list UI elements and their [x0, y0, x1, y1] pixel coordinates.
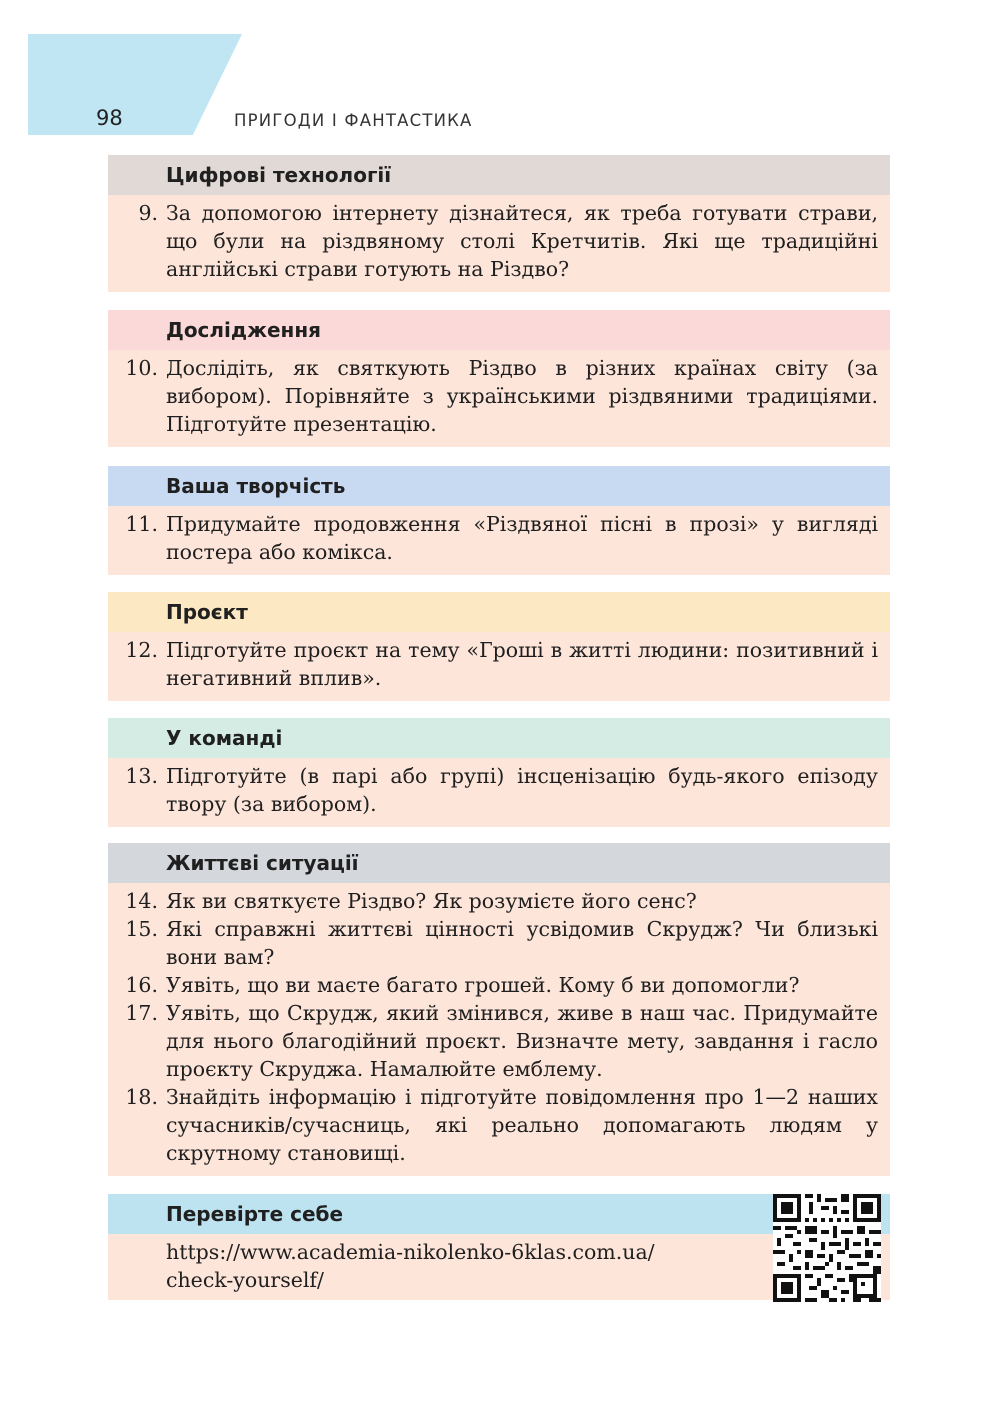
section-title: Проєкт — [108, 592, 890, 632]
task-item — [108, 199, 878, 283]
section-body — [108, 758, 890, 827]
header-band — [28, 34, 242, 135]
task-item — [108, 636, 878, 692]
task-number: 9. — [138, 201, 158, 225]
task-text: Які справжні життєві цінності усвідомив Скрудж? Чи близькі вони вам? — [166, 917, 878, 969]
section-title: Ваша творчість — [108, 466, 890, 506]
task-item — [108, 510, 878, 566]
task-number: 11. — [125, 512, 158, 536]
task-item — [108, 999, 878, 1083]
task-number: 16. — [125, 973, 158, 997]
section-title: Цифрові технології — [108, 155, 890, 195]
task-number: 10. — [125, 356, 158, 380]
section-digital — [108, 155, 890, 292]
section-project — [108, 592, 890, 701]
check-url-line2[interactable]: check-yourself/ — [166, 1268, 324, 1292]
task-text: Уявіть, що Скрудж, який змінився, живе в наш час. Придумайте для нього благодійний проєкт. Визначте мету, завдання і гасло проєкту Скруджа. Намалюйте емблему. — [166, 1001, 878, 1081]
task-text: Знайдіть інформацію і підготуйте повідомлення про 1—2 наших сучасників/сучасниць, які реально допомагають людям у скрутному становищі. — [166, 1085, 878, 1165]
section-body — [108, 506, 890, 575]
section-life-situations — [108, 843, 890, 1176]
task-text: Придумайте продовження «Різдвяної пісні в прозі» у вигляді постера або комікса. — [166, 512, 878, 564]
task-text: Уявіть, що ви маєте багато грошей. Кому б ви допомогли? — [166, 973, 800, 997]
task-text: Дослідіть, як святкують Різдво в різних країнах світу (за вибором). Порівняйте з українськими різдвяними традиціями. Підготуйте презентацію. — [166, 356, 878, 436]
task-number: 17. — [125, 1001, 158, 1025]
running-title: ПРИГОДИ І ФАНТАСТИКА — [234, 111, 473, 130]
qr-code-icon[interactable] — [773, 1194, 881, 1302]
task-number: 18. — [125, 1085, 158, 1109]
section-body — [108, 195, 890, 292]
task-text: Підготуйте (в парі або групі) інсценізацію будь-якого епізоду твору (за вибором). — [166, 764, 878, 816]
task-number: 14. — [125, 889, 158, 913]
task-item — [108, 1083, 878, 1167]
task-text: Як ви святкуєте Різдво? Як розумієте його сенс? — [166, 889, 697, 913]
task-item — [108, 971, 878, 999]
task-number: 12. — [125, 638, 158, 662]
task-item — [108, 915, 878, 971]
section-title: У команді — [108, 718, 890, 758]
task-item — [108, 762, 878, 818]
section-body — [108, 350, 890, 447]
section-body — [108, 883, 890, 1176]
task-number: 13. — [125, 764, 158, 788]
section-title: Дослідження — [108, 310, 890, 350]
task-number: 15. — [125, 917, 158, 941]
section-title: Життєві ситуації — [108, 843, 890, 883]
task-text: За допомогою інтернету дізнайтеся, як треба готувати страви, що були на різдвяному столі Кретчитів. Які ще традиційні англійські страви готують на Різдво? — [166, 201, 878, 281]
task-item — [108, 887, 878, 915]
section-title: Перевірте себе — [108, 1194, 890, 1234]
task-text: Підготуйте проєкт на тему «Гроші в житті людини: позитивний і негативний вплив». — [166, 638, 878, 690]
check-url-line1[interactable]: https://www.academia-nikolenko-6klas.com.ua/ — [166, 1240, 655, 1264]
section-research — [108, 310, 890, 447]
page-number: 98 — [96, 106, 123, 130]
task-item — [108, 354, 878, 438]
section-creativity — [108, 466, 890, 575]
section-team — [108, 718, 890, 827]
section-body — [108, 632, 890, 701]
